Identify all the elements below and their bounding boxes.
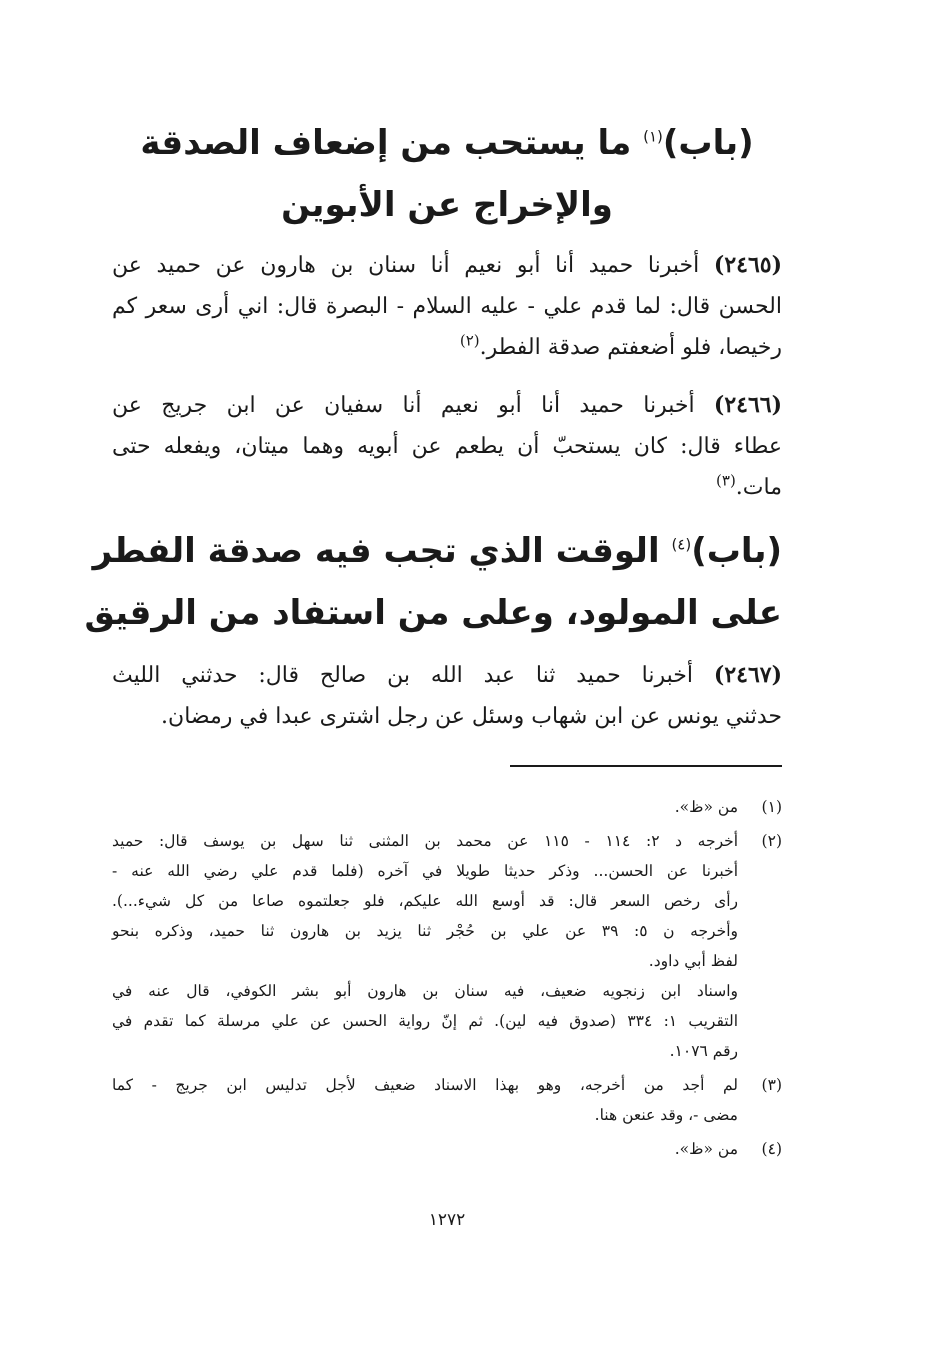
- footnote-body: [112, 1134, 738, 1164]
- hadith-text: أخبرنا حميد أنا أبو نعيم أنا سنان بن هارون عن حميد عن: [112, 253, 714, 278]
- hadith-2466-line-1: [112, 385, 782, 426]
- footnote-body: [112, 792, 738, 822]
- chapter-heading-2: [84, 520, 782, 644]
- chapter-heading-1: [112, 112, 782, 236]
- chapter-heading-1-line-1: [112, 112, 782, 174]
- chapter-title-text: الوقت الذي تجب فيه صدقة الفطر: [92, 531, 672, 571]
- footnote-body: [112, 826, 738, 1066]
- footnote-separator: [510, 765, 782, 767]
- footnote-line: أخبرنا عن الحسن... وذكر حديثا طويلا في آخره (فلما قدم علي رضي الله عنه -: [112, 862, 738, 880]
- hadith-text: أخبرنا حميد أنا أبو نعيم أنا سفيان عن ابن جريج عن: [112, 393, 714, 418]
- footnote-4: [112, 1134, 782, 1164]
- footnote-line: مضى -، وقد عنعن هنا.: [594, 1106, 738, 1124]
- chapter-heading-2-line-2: على المولود، وعلى من استفاد من الرقيق: [84, 593, 782, 633]
- hadith-2466-line-3: [112, 467, 782, 508]
- hadith-2465-line-2: الحسن قال: لما قدم علي - عليه السلام - البصرة قال: اني أرى سعر كم: [112, 294, 782, 319]
- footnote-line: رقم ١٠٧٦.: [669, 1042, 738, 1060]
- page-number: ١٢٧٢: [428, 1210, 466, 1230]
- footnote-ref: (٢): [459, 331, 480, 350]
- footnote-ref: (١): [643, 127, 663, 146]
- chapter-heading-1-line-2: والإخراج عن الأبوين: [281, 185, 613, 225]
- footnotes: [112, 792, 782, 1168]
- hadith-2465: [112, 245, 782, 368]
- hadith-number: (٢٤٦٥): [713, 252, 782, 278]
- hadith-number: (٢٤٦٧): [713, 662, 782, 688]
- footnote-number: (٢): [761, 832, 782, 850]
- footnote-line: رأى رخص السعر قال: قد أوسع الله عليكم، فلو جعلتموه صاعا من كل شيء...).: [112, 892, 738, 910]
- footnote-number: (١): [761, 798, 782, 816]
- footnote-2: [112, 826, 782, 1066]
- hadith-2467: [112, 655, 782, 737]
- hadith-2467-line-2: حدثني يونس عن ابن شهاب وسئل عن رجل اشترى عبدا في رمضان.: [161, 704, 782, 729]
- footnote-line: واسناد ابن زنجويه ضعيف، فيه سنان بن هارون أبو بشر الكوفي، قال عنه في: [112, 982, 738, 1000]
- hadith-2466: [112, 385, 782, 508]
- hadith-text: مات.: [735, 475, 782, 500]
- hadith-2467-line-1: [112, 655, 782, 696]
- footnote-line: لم أجد من أخرجه، وهو بهذا الاسناد ضعيف لأجل تدليس ابن جريج - كما: [112, 1076, 738, 1094]
- footnote-3: [112, 1070, 782, 1130]
- chapter-heading-2-line-1: [92, 520, 782, 582]
- footnote-number: (٣): [761, 1076, 782, 1094]
- footnote-line: وأخرجه ن ٥: ٣٩ عن علي بن حُجْر ثنا يزيد بن هارون ثنا حميد، وذكره بنحو: [112, 922, 738, 940]
- footnote-line: من «ظ».: [674, 1140, 738, 1158]
- hadith-2465-line-1: [112, 245, 782, 286]
- footnote-line: أخرجه د ٢: ١١٤ - ١١٥ عن محمد بن المثنى ثنا سهل بن يوسف قال: حميد: [112, 832, 739, 850]
- chapter-label: (باب): [662, 123, 754, 163]
- footnote-1: [112, 792, 782, 822]
- footnote-line: من «ظ».: [674, 798, 738, 816]
- chapter-title-text: ما يستحب من إضعاف الصدقة: [140, 123, 644, 163]
- chapter-label: (باب): [691, 531, 782, 571]
- hadith-text: أخبرنا حميد ثنا عبد الله بن صالح قال: حدثني الليث: [112, 663, 714, 688]
- footnote-body: [112, 1070, 738, 1130]
- hadith-text: رخيصا، فلو أضعفتم صدقة الفطر.: [479, 335, 782, 360]
- footnote-ref: (٣): [716, 471, 736, 490]
- footnote-line: لفظ أبي داود.: [648, 952, 738, 970]
- footnote-ref: (٤): [671, 535, 692, 554]
- document-page: [84, 0, 782, 1371]
- footnote-line: التقريب ١: ٣٣٤ (صدوق فيه لين). ثم إنّ رواية الحسن عن علي مرسلة كما تقدم في: [112, 1012, 738, 1030]
- hadith-number: (٢٤٦٦): [713, 392, 782, 418]
- hadith-2465-line-3: [112, 327, 782, 368]
- footnote-number: (٤): [761, 1140, 782, 1158]
- hadith-2466-line-2: عطاء قال: كان يستحبّ أن يطعم عن أبويه وهما ميتان، ويفعله حتى: [112, 434, 782, 459]
